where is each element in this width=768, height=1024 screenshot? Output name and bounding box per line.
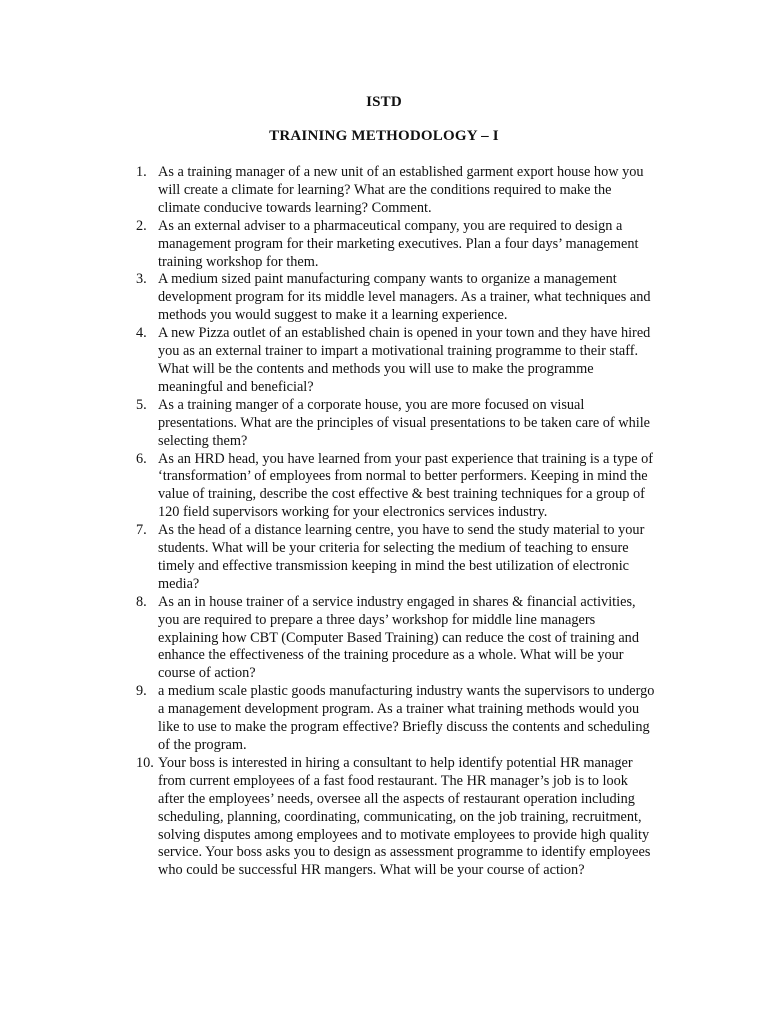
question-number: 10.: [136, 754, 154, 771]
question-text: a medium scale plastic goods manufacturing industry wants the supervisors to undergo a management development program. As a trainer what training methods would you like to use to make the program effective? Briefly discuss the contents and scheduling of the program.: [158, 683, 655, 753]
org-heading: ISTD: [366, 94, 402, 110]
question-number: 1.: [136, 164, 147, 180]
question-number: 2.: [136, 217, 147, 234]
questions-list: [136, 164, 656, 880]
question-item: [136, 594, 656, 684]
question-text: As a training manger of a corporate house, you are more focused on visual presentations. What are the principles of visual presentations to be taken care of while selecting them?: [158, 396, 651, 449]
question-item: [136, 164, 656, 218]
question-text: A medium sized paint manufacturing company wants to organize a management development program for its middle level managers. As a trainer, what techniques and methods you would suggest to make it a learning experience.: [158, 271, 651, 324]
question-item: [136, 451, 656, 523]
question-item: [136, 325, 656, 397]
question-item: [136, 755, 656, 880]
question-text: As an external adviser to a pharmaceutical company, you are required to design a management program for their marketing executives. Plan a four days’ management training workshop for them.: [158, 217, 639, 270]
question-number: 9.: [136, 683, 147, 700]
question-item: [136, 683, 656, 755]
question-number: 5.: [136, 396, 147, 413]
question-text: A new Pizza outlet of an established chain is opened in your town and they have hired you as an external trainer to impart a motivational training programme to their staff. What will be the contents and methods you will use to make the programme meaningful and beneficial?: [158, 325, 651, 395]
question-item: [136, 397, 656, 451]
question-number: 3.: [136, 271, 147, 288]
question-text: As a training manager of a new unit of an established garment export house how you will create a climate for learning? What are the conditions required to make the climate conducive towards learning? Comment.: [158, 164, 644, 216]
question-text: Your boss is interested in hiring a consultant to help identify potential HR manager from current employees of a fast food restaurant. The HR manager’s job is to look after the employees’ needs, oversee all the aspects of restaurant operation including scheduling, planning, coordinating, communicating, on the job training, recruitment, solving disputes among employees and to motivate employees to provide high quality service. Your boss asks you to design as assessment programme to identify employees who could be successful HR mangers. What will be your course of action?: [158, 754, 651, 879]
question-item: [136, 271, 656, 325]
question-item: [136, 218, 656, 272]
question-text: As the head of a distance learning centre, you have to send the study material to your students. What will be your criteria for selecting the medium of teaching to ensure timely and effective transmission keeping in mind the best utilization of electronic media?: [158, 522, 645, 592]
question-number: 6.: [136, 450, 147, 467]
question-text: As an HRD head, you have learned from your past experience that training is a type of ‘transformation’ of employees from normal to better performers. Keeping in mind the value of training, describe the cost effective & best training techniques for a group of 120 field supervisors working for your electronics services industry.: [158, 450, 654, 521]
question-item: [136, 522, 656, 594]
question-number: 7.: [136, 522, 147, 539]
question-number: 4.: [136, 325, 147, 342]
question-text: As an in house trainer of a service industry engaged in shares & financial activities, you are required to prepare a three days’ workshop for middle line managers explaining how CBT (Computer Based Training) can reduce the cost of training and enhance the effectiveness of the training procedure as a whole. What will be your course of action?: [158, 593, 639, 682]
document-title: TRAINING METHODOLOGY – I: [269, 128, 499, 144]
question-number: 8.: [136, 593, 147, 610]
